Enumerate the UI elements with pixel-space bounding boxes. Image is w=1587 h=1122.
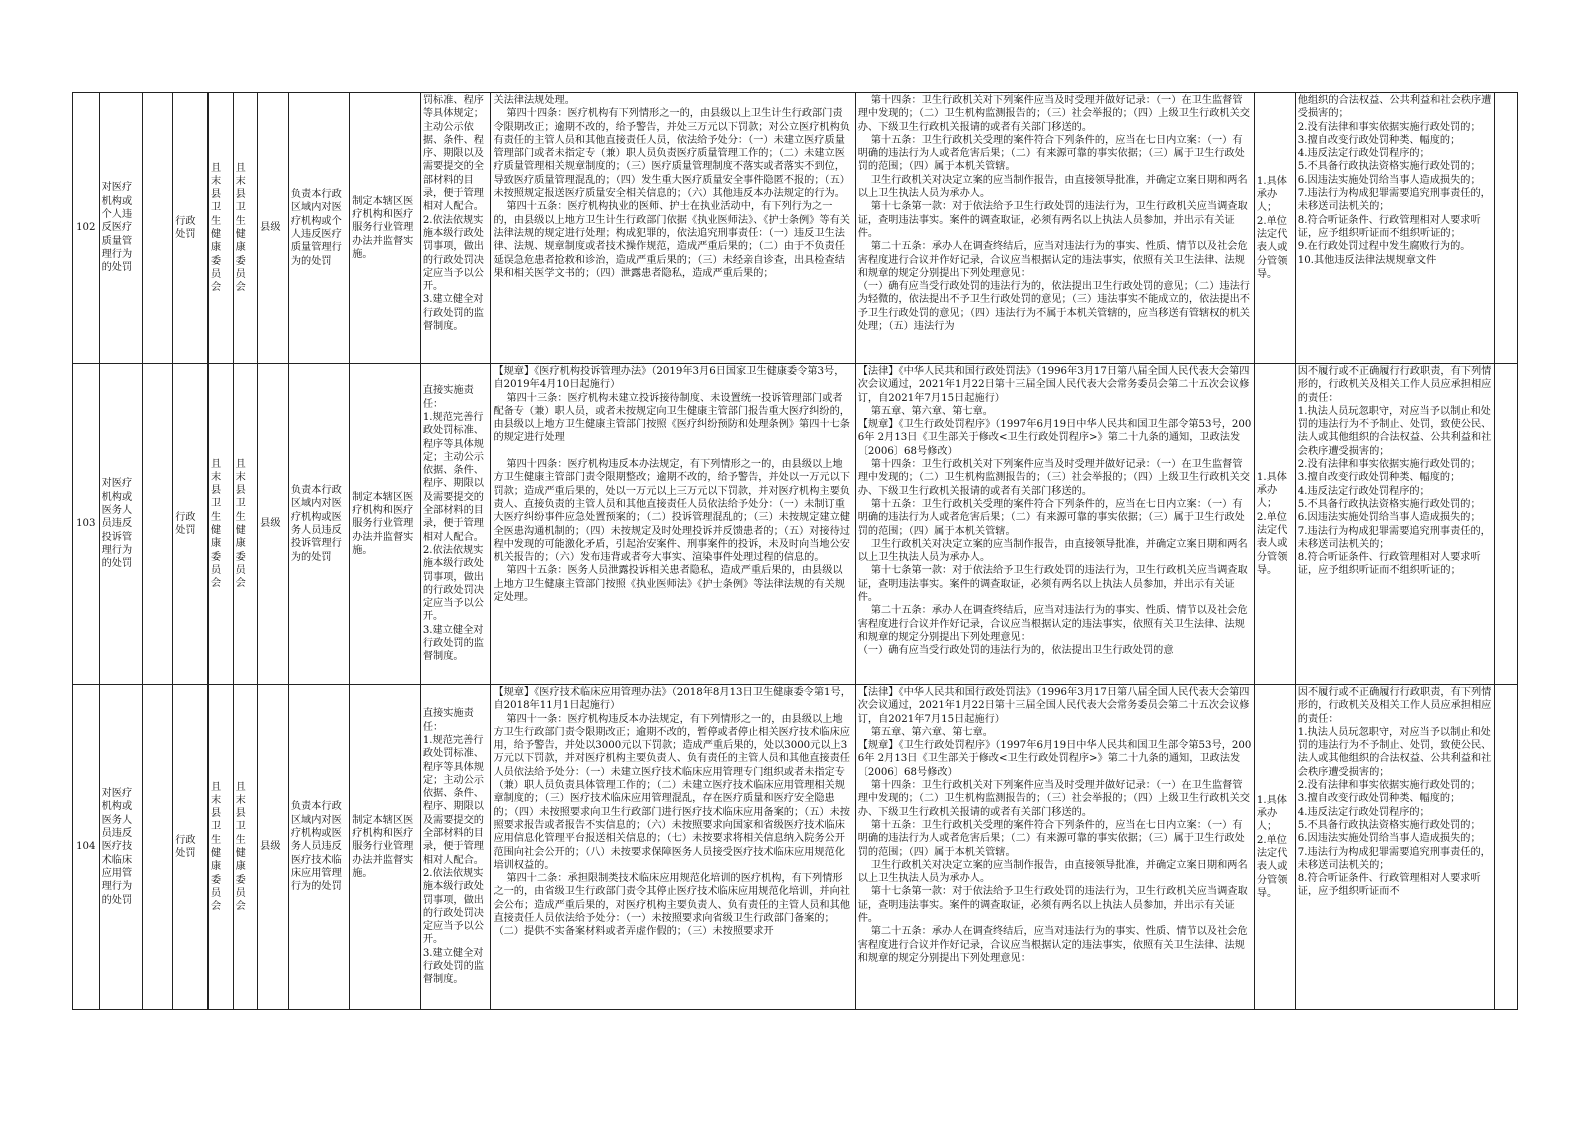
power-type: 行政处罚 bbox=[173, 685, 208, 1010]
remarks bbox=[1495, 93, 1518, 364]
duty-direct: 直接实施责任： 1.规范完善行政处罚标准、程序等具体规定；主动公示依据、条件、程序、期限以及需要提交的全部材料的目录，便于管理相对人配合。 2.依法依规实施本级行政处罚事项，做出的行政处罚决定应当予以公开。 3.建立健全对行政处罚的监督制度。 bbox=[420, 364, 491, 685]
duty-supervision: 制定本辖区医疗机构和医疗服务行业管理办法并监督实施。 bbox=[350, 685, 421, 1010]
item-name: 对医疗机构或医务人员违反投诉管理行为的处罚 bbox=[99, 364, 142, 685]
row-number: 103 bbox=[73, 364, 100, 685]
power-list-table bbox=[72, 92, 1518, 1010]
responsible-subject: 1.具体承办人； 2.单位法定代表人或分管领导。 bbox=[1254, 685, 1295, 1010]
scope: 负责本行政区域内对医疗机构或个人违反医疗质量管理行为的处罚 bbox=[288, 93, 349, 364]
sub-item bbox=[142, 685, 173, 1010]
admin-level: 县级 bbox=[258, 364, 289, 685]
table-row bbox=[73, 364, 1518, 685]
scope: 负责本行政区域内对医疗机构或医务人员违反医疗技术临床应用管理行为的处罚 bbox=[288, 685, 349, 1010]
power-type: 行政处罚 bbox=[173, 364, 208, 685]
scope: 负责本行政区域内对医疗机构或医务人员违反投诉管理行为的处罚 bbox=[288, 364, 349, 685]
legal-basis: 关法律法规处理。 第四十四条：医疗机构有下列情形之一的，由县级以上卫生计生行政部门责令限期改正；逾期不改的，给予警告，并处三万元以下罚款；对公立医疗机构负有责任的主管人员和其他直接责任人员，依法给予处分：（一）未建立医疗质量管理部门或者未指定专（兼）职人员负责医疗质量管理工作的；（二）未建立医疗质量管理相关规章制度的；（三）医疗质量管理制度不落实或者落实不到位，导致医疗质量管理混乱的；（四）发生重大医疗质量安全事件隐匿不报的；（五）未按照规定报送医疗质量安全相关信息的；（六）其他违反本办法规定的行为。 第四十五条：医疗机构执业的医师、护士在执业活动中，有下列行为之一的，由县级以上地方卫生计生行政部门依据《执业医师法》、《护士条例》等有关法律法规的规定进行处理；构成犯罪的，依法追究刑事责任：（一）违反卫生法律、法规、规章制度或者技术操作规范，造成严重后果的；（二）由于不负责任延误急危患者抢救和诊治，造成严重后果的；（三）未经亲自诊查，出具检查结果和相关医学文书的；（四）泄露患者隐私，造成严重后果的； bbox=[491, 93, 855, 364]
duty-direct: 罚标准、程序等具体规定；主动公示依据、条件、程序、期限以及需要提交的全部材料的目录，便于管理相对人配合。 2.依法依规实施本级行政处罚事项，做出的行政处罚决定应当予以公开。 3.建立健全对行政处罚的监督制度。 bbox=[420, 93, 491, 364]
procedure-basis: 【法律】《中华人民共和国行政处罚法》（1996年3月17日第八届全国人民代表大会第四次会议通过，2021年1月22日第十三届全国人民代表大会常务委员会第二十五次会议修订，自2021年7月15日起施行） 第五章、第六章、第七章。 【规章】《卫生行政处罚程序》（1997年6月19日中华人民共和国卫生部令第53号，2006年 2月13日《卫生部关于修改<卫生行政处罚程序>》第二十九条的通知，卫政法发〔2006〕68号修改） 第十四条：卫生行政机关对下列案件应当及时受理并做好记录：（一）在卫生监督管理中发现的；（二）卫生机构监测报告的；（三）社会举报的；（四）上级卫生行政机关交办、下级卫生行政机关报请的或者有关部门移送的。 第十五条：卫生行政机关受理的案件符合下列条件的，应当在七日内立案：（一）有明确的违法行为人或者危害后果；（二）有来源可靠的事实依据；（三）属于卫生行政处罚的范围；（四）属于本机关管辖。 卫生行政机关对决定立案的应当制作报告，由直接领导批准，并确定立案日期和两名以上卫生执法人员为承办人。 第十七条第一款：对于依法给予卫生行政处罚的违法行为，卫生行政机关应当调查取证，查明违法事实。案件的调查取证，必须有两名以上执法人员参加，并出示有关证件。 第二十五条：承办人在调查终结后，应当对违法行为的事实、性质、情节以及社会危害程度进行合议并作好记录，合议应当根据认定的违法事实，依照有关卫生法律、法规和规章的规定分别提出下列处理意见： （一）确有应当受行政处罚的违法行为的，依法提出卫生行政处罚的意 bbox=[855, 364, 1254, 685]
implementing-dept: 且末县卫生健康委员会 bbox=[209, 685, 234, 1010]
admin-level: 县级 bbox=[258, 685, 289, 1010]
remarks bbox=[1495, 685, 1518, 1010]
remarks bbox=[1495, 364, 1518, 685]
power-type: 行政处罚 bbox=[173, 93, 208, 364]
item-name: 对医疗机构或个人违反医疗质量管理行为的处罚 bbox=[99, 93, 142, 364]
admin-level: 县级 bbox=[258, 93, 289, 364]
duty-direct: 直接实施责任： 1.规范完善行政处罚标准、程序等具体规定；主动公示依据、条件、程序、期限以及需要提交的全部材料的目录，便于管理相对人配合。 2.依法依规实施本级行政处罚事项，做出的行政处罚决定应当予以公开。 3.建立健全对行政处罚的监督制度。 bbox=[420, 685, 491, 1010]
sub-item bbox=[142, 93, 173, 364]
duty-supervision: 制定本辖区医疗机构和医疗服务行业管理办法并监督实施。 bbox=[350, 364, 421, 685]
responsible-subject: 1.具体承办人； 2.单位法定代表人或分管领导。 bbox=[1254, 93, 1295, 364]
responsible-dept: 且末县卫生健康委员会 bbox=[233, 685, 258, 1010]
table-row bbox=[73, 93, 1518, 364]
row-number: 102 bbox=[73, 93, 100, 364]
implementing-dept: 且末县卫生健康委员会 bbox=[209, 364, 234, 685]
legal-basis: 【规章】《医疗机构投诉管理办法》（2019年3月6日国家卫生健康委令第3号，自2019年4月10日起施行） 第四十三条：医疗机构未建立投诉接待制度、未设置统一投诉管理部门或者配备专（兼）职人员，或者未按规定向卫生健康主管部门报告重大医疗纠纷的，由县级以上地方卫生健康主管部门按照《医疗纠纷预防和处理条例》第四十七条的规定进行处理 第四十四条：医疗机构违反本办法规定，有下列情形之一的，由县级以上地方卫生健康主管部门责令限期整改；逾期不改的，给予警告，并处以一万元以下罚款；造成严重后果的，处以一万元以上三万元以下罚款，并对医疗机构主要负责人、直接负责的主管人员和其他直接责任人员依法给予处分：（一）未制订重大医疗纠纷事件应急处置预案的；（二）投诉管理混乱的；（三）未按规定建立健全医患沟通机制的；（四）未按规定及时处理投诉并反馈患者的；（五）对接待过程中发现的可能激化矛盾，引起治安案件、刑事案件的投诉，未及时向当地公安机关报告的；（六）发布违背或者夸大事实、渲染事件处理过程的信息的。 第四十五条：医务人员泄露投诉相关患者隐私，造成严重后果的，由县级以上地方卫生健康主管部门按照《执业医师法》《护士条例》等法律法规的有关规定处理。 bbox=[491, 364, 855, 685]
procedure-basis: 第十四条：卫生行政机关对下列案件应当及时受理并做好记录：（一）在卫生监督管理中发现的；（二）卫生机构监测报告的；（三）社会举报的；（四）上级卫生行政机关交办、下级卫生行政机关报请的或者有关部门移送的。 第十五条：卫生行政机关受理的案件符合下列条件的，应当在七日内立案：（一）有明确的违法行为人或者危害后果；（二）有来源可靠的事实依据；（三）属于卫生行政处罚的范围；（四）属于本机关管辖。 卫生行政机关对决定立案的应当制作报告，由直接领导批准，并确定立案日期和两名以上卫生执法人员为承办人。 第十七条第一款：对于依法给予卫生行政处罚的违法行为，卫生行政机关应当调查取证，查明违法事实。案件的调查取证，必须有两名以上执法人员参加，并出示有关证件。 第二十五条：承办人在调查终结后，应当对违法行为的事实、性质、情节以及社会危害程度进行合议并作好记录，合议应当根据认定的违法事实，依照有关卫生法律、法规和规章的规定分别提出下列处理意见： （一）确有应当受行政处罚的违法行为的，依法提出卫生行政处罚的意见；（二）违法行为轻微的，依法提出不予卫生行政处罚的意见；（三）违法事实不能成立的，依法提出不予卫生行政处罚的意见；（四）违法行为不属于本机关管辖的，应当移送有管辖权的机关处理；（五）违法行为 bbox=[855, 93, 1254, 364]
responsible-subject: 1.具体承办人； 2.单位法定代表人或分管领导。 bbox=[1254, 364, 1295, 685]
liability: 他组织的合法权益、公共利益和社会秩序遭受损害的； 2.没有法律和事实依据实施行政处罚的； 3.擅自改变行政处罚种类、幅度的； 4.违反法定行政处罚程序的； 5.不具备行政执法资格实施行政处罚的； 6.因违法实施处罚给当事人造成损失的； 7.违法行为构成犯罪需要追究刑事责任的，未移送司法机关的； 8.符合听证条件、行政管理相对人要求听证，应予组织听证而不组织听证的； 9.在行政处罚过程中发生腐败行为的。 10.其他违反法律法规规章文件 bbox=[1295, 93, 1495, 364]
liability: 因不履行或不正确履行行政职责，有下列情形的，行政机关及相关工作人员应承担相应的责任： 1.执法人员玩忽职守，对应当予以制止和处罚的违法行为不予制止、处罚，致使公民、法人或其他组织的合法权益、公共利益和社会秩序遭受损害的； 2.没有法律和事实依据实施行政处罚的； 3.擅自改变行政处罚种类、幅度的； 4.违反法定行政处罚程序的； 5.不具备行政执法资格实施行政处罚的； 6.因违法实施处罚给当事人造成损失的； 7.违法行为构成犯罪需要追究刑事责任的，未移送司法机关的； 8.符合听证条件、行政管理相对人要求听证，应予组织听证而不 bbox=[1295, 685, 1495, 1010]
row-number: 104 bbox=[73, 685, 100, 1010]
duty-supervision: 制定本辖区医疗机构和医疗服务行业管理办法并监督实施。 bbox=[350, 93, 421, 364]
procedure-basis: 【法律】《中华人民共和国行政处罚法》（1996年3月17日第八届全国人民代表大会第四次会议通过，2021年1月22日第十三届全国人民代表大会常务委员会第二十五次会议修订，自2021年7月15日起施行） 第五章、第六章、第七章。 【规章】《卫生行政处罚程序》（1997年6月19日中华人民共和国卫生部令第53号，2006年 2月13日《卫生部关于修改<卫生行政处罚程序>》第二十九条的通知，卫政法发〔2006〕68号修改） 第十四条：卫生行政机关对下列案件应当及时受理并做好记录：（一）在卫生监督管理中发现的；（二）卫生机构监测报告的；（三）社会举报的；（四）上级卫生行政机关交办、下级卫生行政机关报请的或者有关部门移送的。 第十五条：卫生行政机关受理的案件符合下列条件的，应当在七日内立案：（一）有明确的违法行为人或者危害后果；（二）有来源可靠的事实依据；（三）属于卫生行政处罚的范围；（四）属于本机关管辖。 卫生行政机关对决定立案的应当制作报告，由直接领导批准，并确定立案日期和两名以上卫生执法人员为承办人。 第十七条第一款：对于依法给予卫生行政处罚的违法行为，卫生行政机关应当调查取证，查明违法事实。案件的调查取证，必须有两名以上执法人员参加，并出示有关证件。 第二十五条：承办人在调查终结后，应当对违法行为的事实、性质、情节以及社会危害程度进行合议并作好记录，合议应当根据认定的违法事实，依照有关卫生法律、法规和规章的规定分别提出下列处理意见： bbox=[855, 685, 1254, 1010]
sub-item bbox=[142, 364, 173, 685]
implementing-dept: 且末县卫生健康委员会 bbox=[209, 93, 234, 364]
liability: 因不履行或不正确履行行政职责，有下列情形的，行政机关及相关工作人员应承担相应的责任： 1.执法人员玩忽职守，对应当予以制止和处罚的违法行为不予制止、处罚，致使公民、法人或其他组织的合法权益、公共利益和社会秩序遭受损害的； 2.没有法律和事实依据实施行政处罚的； 3.擅自改变行政处罚种类、幅度的； 4.违反法定行政处罚程序的； 5.不具备行政执法资格实施行政处罚的； 6.因违法实施处罚给当事人造成损失的； 7.违法行为构成犯罪需要追究刑事责任的，未移送司法机关的； 8.符合听证条件、行政管理相对人要求听证，应予组织听证而不组织听证的； bbox=[1295, 364, 1495, 685]
legal-basis: 【规章】《医疗技术临床应用管理办法》（2018年8月13日卫生健康委令第1号，自2018年11月1日起施行） 第四十一条：医疗机构违反本办法规定，有下列情形之一的，由县级以上地方卫生行政部门责令限期改正；逾期不改的，暂停或者停止相关医疗技术临床应用，给予警告，并处以3000元以下罚款；造成严重后果的，处以3000元以上3万元以下罚款，并对医疗机构主要负责人、负有责任的主管人员和其他直接责任人员依法给予处分：（一）未建立医疗技术临床应用管理专门组织或者未指定专（兼）职人员负责具体管理工作的；（二）未建立医疗技术临床应用管理相关规章制度的；（三）医疗技术临床应用管理混乱，存在医疗质量和医疗安全隐患的；（四）未按照要求向卫生行政部门进行医疗技术临床应用备案的；（五）未按照要求报告或者报告不实信息的；（六）未按照要求向国家和省级医疗技术临床应用信息化管理平台报送相关信息的；（七）未按要求将相关信息纳入院务公开范围向社会公开的；（八）未按要求保障医务人员接受医疗技术临床应用规范化培训权益的。 第四十二条：承担限制类技术临床应用规范化培训的医疗机构，有下列情形之一的，由省级卫生行政部门责令其停止医疗技术临床应用规范化培训，并向社会公布；造成严重后果的，对医疗机构主要负责人、负有责任的主管人员和其他直接责任人员依法给予处分：（一）未按照要求向省级卫生行政部门备案的；（二）提供不实备案材料或者弄虚作假的；（三）未按照要求开 bbox=[491, 685, 855, 1010]
responsible-dept: 且末县卫生健康委员会 bbox=[233, 93, 258, 364]
item-name: 对医疗机构或医务人员违反医疗技术临床应用管理行为的处罚 bbox=[99, 685, 142, 1010]
table-row bbox=[73, 685, 1518, 1010]
responsible-dept: 且末县卫生健康委员会 bbox=[233, 364, 258, 685]
